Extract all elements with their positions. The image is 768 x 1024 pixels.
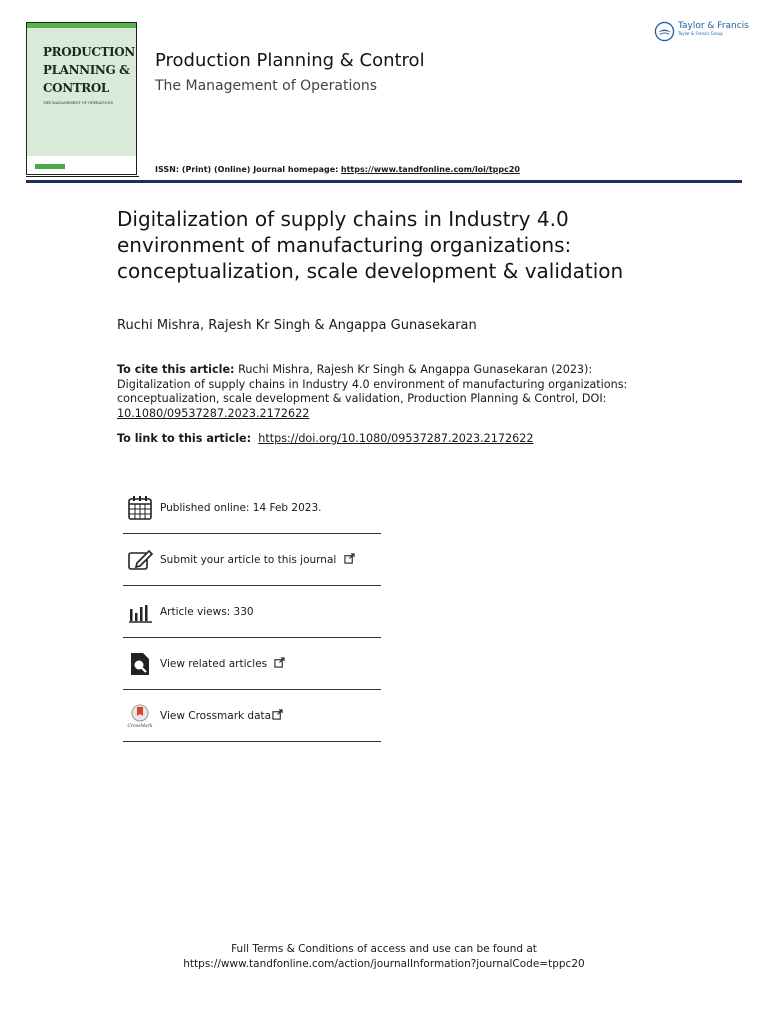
- issn-line: [155, 165, 520, 174]
- bar-chart-icon: [127, 599, 153, 625]
- publisher-tagline: Taylor & Francis Group: [678, 31, 723, 36]
- related-articles-row[interactable]: [123, 638, 381, 690]
- header-divider: [26, 180, 742, 183]
- journal-title: Production Planning & Control: [155, 50, 425, 71]
- publisher-name: Taylor & Francis: [678, 21, 749, 31]
- footer-terms: [0, 942, 768, 972]
- citation-block: [117, 363, 717, 421]
- published-online-row: [123, 482, 381, 534]
- published-online-text: Published online: 14 Feb 2023.: [160, 501, 322, 514]
- article-link-label: To link to this article:: [117, 432, 252, 445]
- external-link-icon: [274, 657, 285, 668]
- journal-subtitle: The Management of Operations: [155, 78, 378, 94]
- submit-article-link[interactable]: Submit your article to this journal: [160, 554, 337, 566]
- cover-footer: [27, 156, 136, 174]
- cover-subtitle: THE MANAGEMENT OF OPERATIONS: [43, 101, 113, 105]
- article-authors: Ruchi Mishra, Rajesh Kr Singh & Angappa Gunasekaran: [117, 318, 477, 333]
- edit-icon: [127, 547, 153, 573]
- footer-terms-link[interactable]: https://www.tandfonline.com/action/journalInformation?journalCode=tppc20: [183, 958, 585, 970]
- article-link-line: [117, 432, 533, 445]
- cover-accent-bar: [27, 23, 136, 28]
- external-link-icon: [272, 709, 283, 720]
- publisher-icon: [654, 21, 675, 42]
- footer-line-1: Full Terms & Conditions of access and use can be found at: [231, 943, 537, 955]
- issn-label: ISSN: (Print) (Online) Journal homepage:: [155, 165, 339, 174]
- cover-title: PRODUCTION PLANNING & CONTROL: [43, 45, 135, 95]
- journal-cover: [26, 22, 137, 175]
- submit-article-row[interactable]: [123, 534, 381, 586]
- citation-doi-link[interactable]: 10.1080/09537287.2023.2172622: [117, 406, 310, 420]
- calendar-icon: [127, 495, 153, 521]
- citation-line-1: Ruchi Mishra, Rajesh Kr Singh & Angappa Gunasekaran (2023):: [238, 363, 593, 376]
- article-views-text: Article views: 330: [160, 605, 254, 618]
- journal-homepage-link[interactable]: https://www.tandfonline.com/loi/tppc20: [340, 165, 520, 174]
- cover-underline: [26, 176, 139, 177]
- article-title: Digitalization of supply chains in Industry 4.0 environment of manufacturing organizations: conceptualization, scale development & validation: [117, 207, 624, 283]
- article-actions: [123, 482, 381, 742]
- article-views-row: [123, 586, 381, 638]
- cover-publisher-mark: [35, 164, 65, 169]
- crossmark-link[interactable]: View Crossmark data: [160, 710, 272, 722]
- citation-label: To cite this article:: [117, 363, 235, 376]
- crossmark-icon: [127, 703, 153, 729]
- citation-line-2: Digitalization of supply chains in Industry 4.0 environment of manufacturing organizations:: [117, 377, 628, 391]
- citation-line-3: conceptualization, scale development & validation, Production Planning & Control, DOI:: [117, 392, 607, 405]
- external-link-icon: [344, 553, 355, 564]
- article-doi-url[interactable]: https://doi.org/10.1080/09537287.2023.2172622: [258, 432, 534, 445]
- publisher-logo[interactable]: [654, 21, 749, 42]
- crossmark-icon-label: CrossMark: [127, 723, 153, 729]
- related-articles-link[interactable]: View related articles: [160, 658, 268, 670]
- crossmark-row[interactable]: [123, 690, 381, 742]
- document-search-icon: [127, 651, 153, 677]
